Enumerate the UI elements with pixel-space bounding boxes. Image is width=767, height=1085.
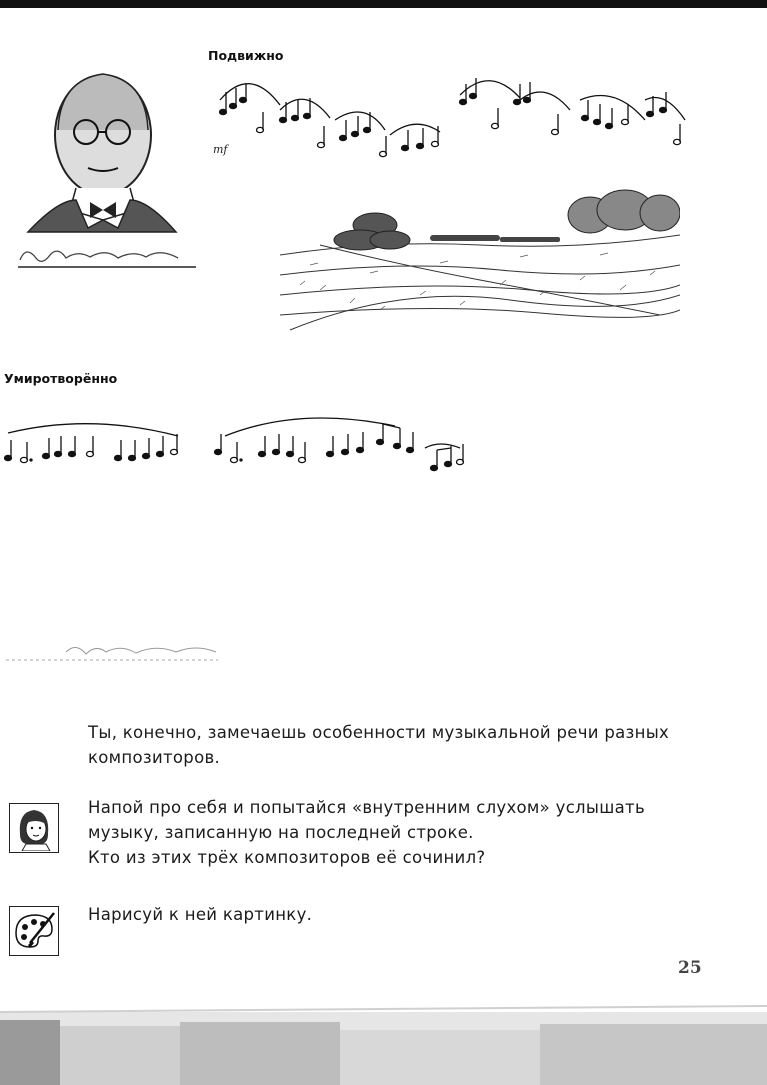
melody-staff-2	[0, 408, 480, 478]
paragraph-line: Кто из этих трёх композиторов её сочинил?	[88, 848, 486, 867]
paragraph-inner-hearing	[88, 795, 703, 870]
paragraph-draw-picture: Нарисуй к ней картинку.	[88, 905, 313, 924]
landscape-illustration	[280, 185, 680, 335]
tempo-marking-2: Умиротворённо	[4, 371, 118, 386]
child-head-icon	[9, 803, 59, 853]
top-edge-bar	[0, 0, 767, 8]
paragraph-line: музыку, записанную на последней строке.	[88, 823, 474, 842]
paragraph-line: Напой про себя и попытайся «внутренним слухом» услышать	[88, 798, 645, 817]
bottom-scan-band	[0, 1000, 767, 1085]
composer-portrait	[18, 60, 198, 275]
paragraph-composers: Ты, конечно, замечаешь особенности музыкальной речи разных композиторов.	[88, 723, 670, 767]
palette-brush-icon	[9, 906, 59, 956]
signature-line	[6, 640, 221, 664]
dynamic-mark: mf	[213, 143, 228, 156]
melody-staff-1	[205, 70, 695, 165]
page-number: 25	[678, 958, 702, 978]
tempo-marking-1: Подвижно	[208, 48, 284, 63]
